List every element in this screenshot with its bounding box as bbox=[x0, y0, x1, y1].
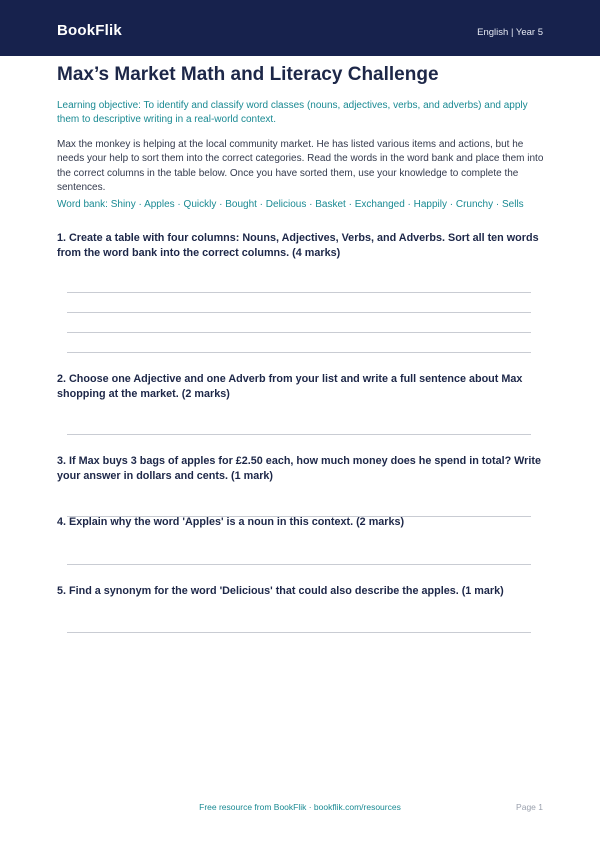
question-3: 3. If Max buys 3 bags of apples for £2.50 each, how much money does he spend in total? Write your answer in dollars and cents. (1 mark) bbox=[57, 455, 541, 482]
question-4: 4. Explain why the word 'Apples' is a noun in this context. (2 marks) bbox=[57, 516, 405, 528]
question-5: 5. Find a synonym for the word 'Delicious' that could also describe the apples. (1 mark) bbox=[57, 585, 504, 597]
answer-line[interactable] bbox=[67, 352, 531, 353]
word-bank: Word bank: Shiny · Apples · Quickly · Bought · Delicious · Basket · Exchanged · Happily · Crunchy · Sells bbox=[57, 199, 524, 210]
learning-objective: Learning objective: To identify and classify word classes (nouns, adjectives, verbs, and adverbs) and apply them to descriptive writing in a real-world context. bbox=[57, 100, 528, 125]
subject-year-label: English | Year 5 bbox=[477, 27, 543, 38]
answer-line[interactable] bbox=[67, 292, 531, 293]
brand-logo: BookFlik bbox=[57, 22, 122, 39]
answer-line[interactable] bbox=[67, 312, 531, 313]
page-title: Max’s Market Math and Literacy Challenge bbox=[57, 64, 439, 85]
footer-source-link[interactable]: Free resource from BookFlik · bookflik.com/resources bbox=[199, 802, 401, 812]
answer-line[interactable] bbox=[67, 434, 531, 435]
question-1: 1. Create a table with four columns: Nouns, Adjectives, Verbs, and Adverbs. Sort all ten words from the word bank into the correct columns. (4 marks) bbox=[57, 232, 539, 259]
answer-line[interactable] bbox=[67, 632, 531, 633]
intro-paragraph: Max the monkey is helping at the local community market. He has listed various items and actions, but he needs your help to sort them into the correct categories. Read the words in the word bank and place them into the correct columns in the table below. Once you have sorted them, use your knowledge to complete the sentences. bbox=[57, 139, 544, 194]
answer-line[interactable] bbox=[67, 332, 531, 333]
page-header bbox=[0, 0, 600, 56]
answer-line[interactable] bbox=[67, 564, 531, 565]
page-number: Page 1 bbox=[516, 802, 543, 812]
question-2: 2. Choose one Adjective and one Adverb from your list and write a full sentence about Max shopping at the market. (2 marks) bbox=[57, 373, 523, 400]
